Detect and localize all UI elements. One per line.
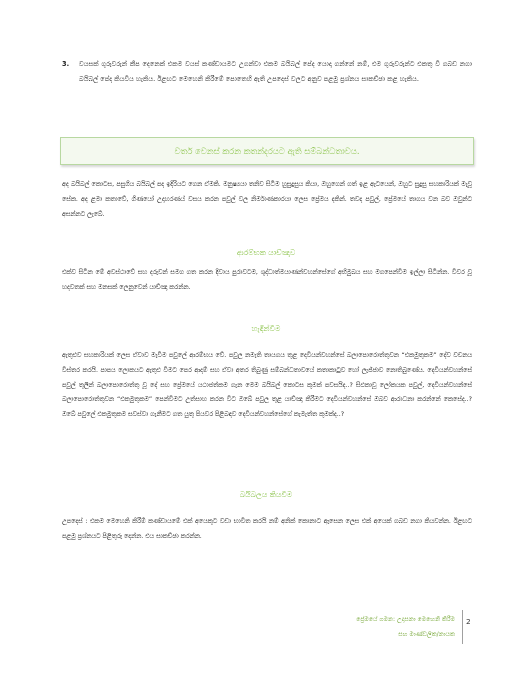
introduction-text: ඇතුළුව සහකාරියක් ලෙස ඒවාව මැවීම පවුලේ ආරම්භය වේ. පවුල නමැති තායගය තුළ දෙවියන්වහන්සේ බලාපොරොත්තුවන “එකමුතුකම” දේව වචනය විස්තර කරයි. පාපය ලොකයට ඇතුළු වීමට පෙර ආදම් සහ ඒවා අතර තිබුණු සම්බන්ධතාවයේ කතාකාටුව හෝ ලැජ්ජාව නොතිබුණේය. දෙවියන්වහන්සේ පවුල් තුලින් බලාපොරොත්තු වූ දේ සහ ප්‍රේමයේ යථාජත්කම ගැන මෙම බයිබල් කොටස කුමක් පවසයිද..? සිළුකාවූ ලෝකයක පවුල්, දෙවියන්වහන්සේ බලාපොරොත්තුවන “එකමුතුකම” පෙන්වීමට උත්සාහ කරන විට ඔබේ පවුල තුළ යාච්ඤා කිරීමට දෙවියන්වහන්සේ ඔබව ආරාධනා කරන්නේ කෙසේද..? ඔබේ පවුලේ එකමුතුකම සවස්වා ගැනීමට ගත යුතු පියවර පිළිබඳව දෙවියන්වහන්සේගේ කැමැත්ත කුමක්ද..?	[62, 352, 472, 419]
opening-prayer-heading: ආරම්භක යාච්ඤාව	[236, 248, 296, 257]
numbered-item-3	[62, 57, 472, 88]
introduction-heading: හැඳින්වීම	[251, 324, 281, 333]
item-text: වයසක් ගුරුවරුන් කීප දෙනෙක් එකම වයස් කණ්ඩායමට උගන්වා එකම බයිබල් පේද යොදා ගන්නේ නම්, එම ගුරුවරුන්ට එකතු වී ගබඩ නගා බයිබල් පේද කියවිය හැකිය. ඊළඟට මෙහෙනි කිරීමේ පොතෙහි ඇති උපදෙස් වලට අනුව පළමු ප්‍රශ්නය සාකච්ඡා කළ හැකිය.	[79, 60, 472, 84]
item-number: 3.	[62, 60, 70, 68]
footer-divider	[462, 610, 463, 644]
page-number: 2	[466, 617, 471, 626]
intro-paragraph: අද බයිබල් කොටස, පසුගිය බයිබල් පද ඉදිරියට ගෙන ඒමකි. මනුෂ්‍යයා තනිව සිටීම හුසුදුසුය කියා, ඔහුගෙන් ගත් ඉළ ඇටයෙන්, ඔහුට සුදුසු සහකාරියක් මැවූ සේක. අද ළමා කතාවේ, ගිණයෝ උදාහරණය් වසය කරන පවුල් වල නිර්මාණකාරයා ලෙස ප්‍රේමය දකින්. තවද පවුල්, ප්‍රේමයේ තාගය වන බව ඔවුන්ට අසන්නට ලැබේ.	[62, 181, 472, 218]
bible-reading-text: උපදෙස් : එකම මෙහෙනි කිරීම් කණ්ඩායමේ එක් අයෙකුට වඩා භාවිත කරයි නම් අනික් කොනාට ඇසෙන ලෙස එක් අයෙක් ගබඩ නගා කියවන්න. ඊළඟට පළමු ප්‍රශ්නයට පිළිතුරු දෙන්න. එය සාකච්ඡා කරන්න.	[62, 518, 472, 540]
footer-title	[356, 612, 455, 642]
footer-line-2: සහ මාණ්ඩලික/නායක	[398, 631, 455, 638]
section-title-box: වර්ත වෙනස් කරන කතන්දරයට ඇති සම්බන්ධතාවය.	[60, 137, 474, 165]
footer-line-1: ප්‍රේමයේ ගමන: උදාසනා මෙහෙනි කිරීම	[356, 616, 455, 623]
bible-reading-heading: බයිබලය කියවීම	[239, 490, 293, 499]
opening-prayer-text: එක්ව සිටින මේ අවස්ථාවේ සහ දරුවන් සමග ගත කරන දිවාය පුරාවටම, ශුද්ධාත්මයාණන්වහන්සේගේ අභිමුඛය සහ මගපෙන්වීම ඉල්ලා සිටින්න. විවර වූ හදවතක් සහ මනසක් ලෙනුවෙන් යාච්ඤා කරන්න.	[62, 269, 472, 291]
